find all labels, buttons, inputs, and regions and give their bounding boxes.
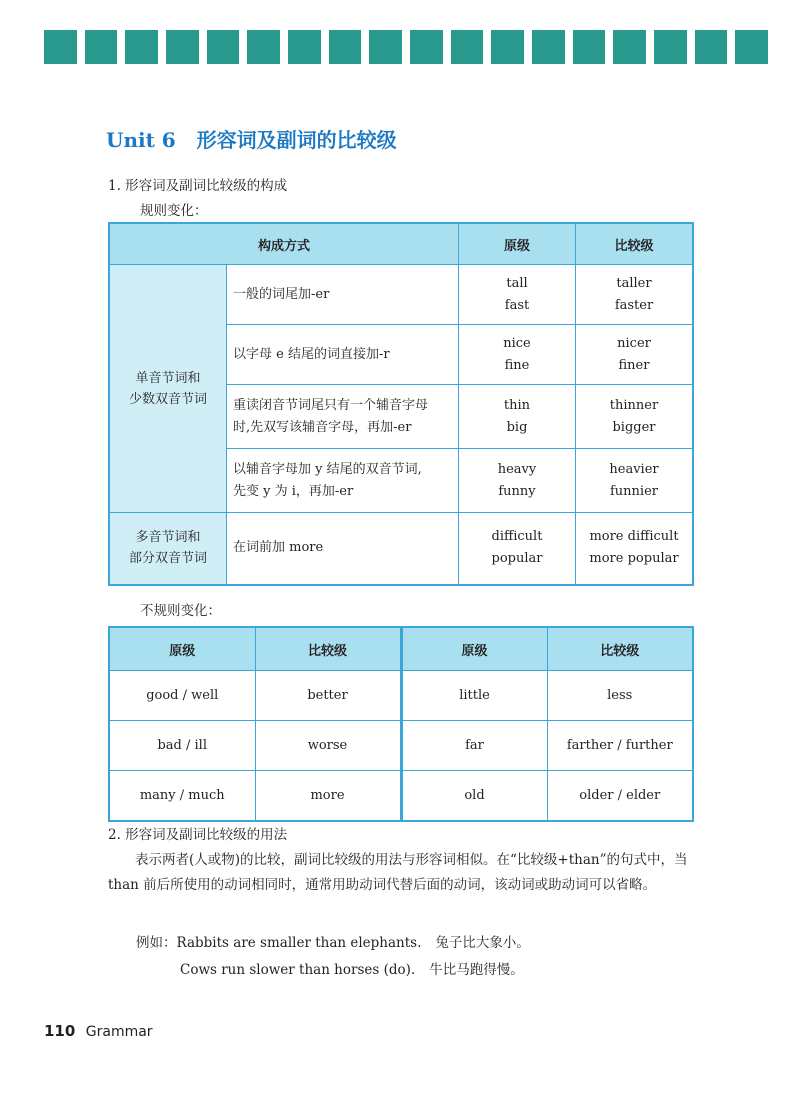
regular-table-body xyxy=(109,265,693,585)
usage-paragraph: 表示两者(人或物)的比较，副词比较级的用法与形容词相似。在“比较级+than”的句式中，当 than 前后所使用的动词相同时，通常用助动词代替后面的动词，该动词或助动词可以省略。 xyxy=(108,852,688,893)
comparative-cell: older / elder xyxy=(547,771,693,822)
positive-cell: thin big xyxy=(459,385,576,449)
comparative-cell: better xyxy=(255,671,401,721)
irregular-table-body xyxy=(109,671,693,822)
header-stripe xyxy=(125,30,158,64)
rule-cell: 以辅音字母加 y 结尾的双音节词, 先变 y 为 i，再加-er xyxy=(227,449,459,513)
positive-cell: difficult popular xyxy=(459,513,576,585)
irregular-header-positive: 原级 xyxy=(401,627,547,671)
table-row xyxy=(109,265,693,325)
regular-comparative-table xyxy=(108,222,694,586)
header-stripe xyxy=(491,30,524,64)
comparative-cell: heavier funnier xyxy=(576,449,694,513)
syllable-group-cell: 多音节词和 部分双音节词 xyxy=(109,513,227,585)
table-header-comparative: 比较级 xyxy=(576,223,694,265)
comparative-cell: more difficult more popular xyxy=(576,513,694,585)
header-stripe xyxy=(247,30,280,64)
footer-label: Grammar xyxy=(85,1024,153,1040)
irregular-header-comparative: 比较级 xyxy=(255,627,401,671)
table-header-method: 构成方式 xyxy=(109,223,459,265)
positive-cell: heavy funny xyxy=(459,449,576,513)
section-1-heading: 1. 形容词及副词比较级的构成 xyxy=(108,178,288,194)
unit-title xyxy=(106,124,397,153)
comparative-cell: worse xyxy=(255,721,401,771)
positive-cell: nice fine xyxy=(459,325,576,385)
header-stripe xyxy=(369,30,402,64)
example-chinese: 兔子比大象小。 xyxy=(435,935,530,951)
irregular-comparative-table xyxy=(108,626,694,822)
section-2-heading: 2. 形容词及副词比较级的用法 xyxy=(108,827,288,843)
rule-cell: 重读闭音节词尾只有一个辅音字母 时,先双写该辅音字母，再加-er xyxy=(227,385,459,449)
positive-cell: many / much xyxy=(109,771,255,822)
example-english: Cows run slower than horses (do). xyxy=(180,962,416,978)
header-stripe xyxy=(613,30,646,64)
table-header-positive: 原级 xyxy=(459,223,576,265)
irregular-header-positive: 原级 xyxy=(109,627,255,671)
table-row xyxy=(109,671,693,721)
unit-number: Unit 6 xyxy=(106,128,176,152)
example-chinese: 牛比马跑得慢。 xyxy=(429,962,524,978)
irregular-header-comparative: 比较级 xyxy=(547,627,693,671)
positive-cell: good / well xyxy=(109,671,255,721)
positive-cell: bad / ill xyxy=(109,721,255,771)
irregular-changes-label: 不规则变化： xyxy=(140,603,221,619)
comparative-cell: more xyxy=(255,771,401,822)
header-stripe xyxy=(44,30,77,64)
rule-cell: 在词前加 more xyxy=(227,513,459,585)
unit-title-text: 形容词及副词的比较级 xyxy=(196,128,397,152)
comparative-cell: thinner bigger xyxy=(576,385,694,449)
header-stripe xyxy=(85,30,118,64)
comparative-cell: taller faster xyxy=(576,265,694,325)
example-english: Rabbits are smaller than elephants. xyxy=(176,935,422,951)
header-stripe xyxy=(573,30,606,64)
positive-cell: little xyxy=(401,671,547,721)
positive-cell: old xyxy=(401,771,547,822)
header-stripe xyxy=(288,30,321,64)
example-sentence xyxy=(136,931,530,951)
regular-changes-label: 规则变化： xyxy=(140,203,208,219)
header-stripe xyxy=(654,30,687,64)
example-prefix: 例如： xyxy=(136,935,177,951)
page-footer xyxy=(44,1022,153,1040)
positive-cell: far xyxy=(401,721,547,771)
header-stripe xyxy=(532,30,565,64)
syllable-group-cell: 单音节词和 少数双音节词 xyxy=(109,265,227,513)
header-stripe xyxy=(695,30,728,64)
rule-cell: 一般的词尾加-er xyxy=(227,265,459,325)
example-sentence xyxy=(180,958,524,978)
header-stripe xyxy=(329,30,362,64)
comparative-cell: farther / further xyxy=(547,721,693,771)
comparative-cell: less xyxy=(547,671,693,721)
table-row xyxy=(109,721,693,771)
table-row xyxy=(109,771,693,822)
header-stripe xyxy=(410,30,443,64)
rule-cell: 以字母 e 结尾的词直接加-r xyxy=(227,325,459,385)
comparative-cell: nicer finer xyxy=(576,325,694,385)
header-stripe xyxy=(735,30,768,64)
header-stripe xyxy=(166,30,199,64)
header-stripes xyxy=(44,30,768,64)
table-row xyxy=(109,513,693,585)
page-number: 110 xyxy=(44,1022,76,1040)
header-stripe xyxy=(207,30,240,64)
header-stripe xyxy=(451,30,484,64)
positive-cell: tall fast xyxy=(459,265,576,325)
